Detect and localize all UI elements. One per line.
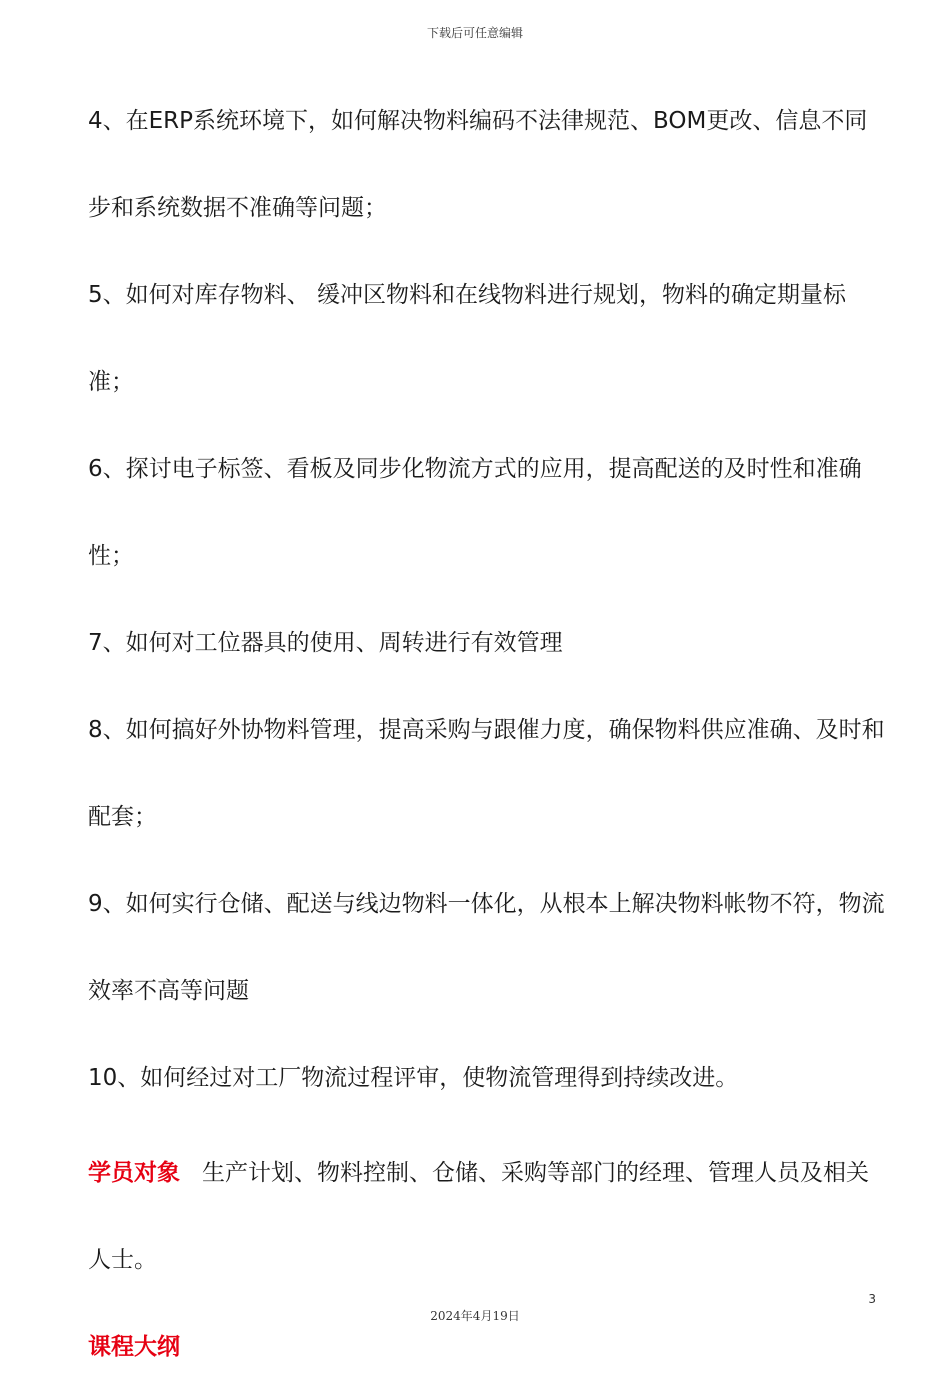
- audience-paragraph: [88, 1130, 888, 1304]
- list-item-7: 7、如何对工位器具的使用、周转进行有效管理: [88, 630, 563, 656]
- list-item-9: 9、如何实行仓储、配送与线边物料一体化，从根本上解决物料帐物不符，物流效率不高等问题: [88, 891, 885, 1004]
- page-footer-date: 2024年4月19日: [430, 1309, 520, 1323]
- page-number: 3: [868, 1292, 876, 1306]
- audience-text: 生产计划、物料控制、仓储、采购等部门的经理、管理人员及相关人士。: [88, 1160, 869, 1273]
- list-item-5: 5、如何对库存物料、 缓冲区物料和在线物料进行规划，物料的确定期量标准；: [88, 282, 846, 395]
- list-item-8: 8、如何搞好外协物料管理，提高采购与跟催力度，确保物料供应准确、及时和配套；: [88, 717, 885, 830]
- list-item-4: 4、在ERP系统环境下，如何解决物料编码不法律规范、BOM更改、信息不同步和系统数据不准确等问题；: [88, 108, 868, 221]
- audience-label: 学员对象: [88, 1160, 180, 1186]
- page-header: 下载后可任意编辑: [426, 26, 523, 40]
- list-item-10: 10、如何经过对工厂物流过程评审，使物流管理得到持续改进。: [88, 1065, 739, 1091]
- list-item-6: 6、探讨电子标签、看板及同步化物流方式的应用，提高配送的及时性和准确性；: [88, 456, 862, 569]
- outline-heading: 课程大纲: [88, 1334, 180, 1360]
- document-body: [88, 78, 888, 1391]
